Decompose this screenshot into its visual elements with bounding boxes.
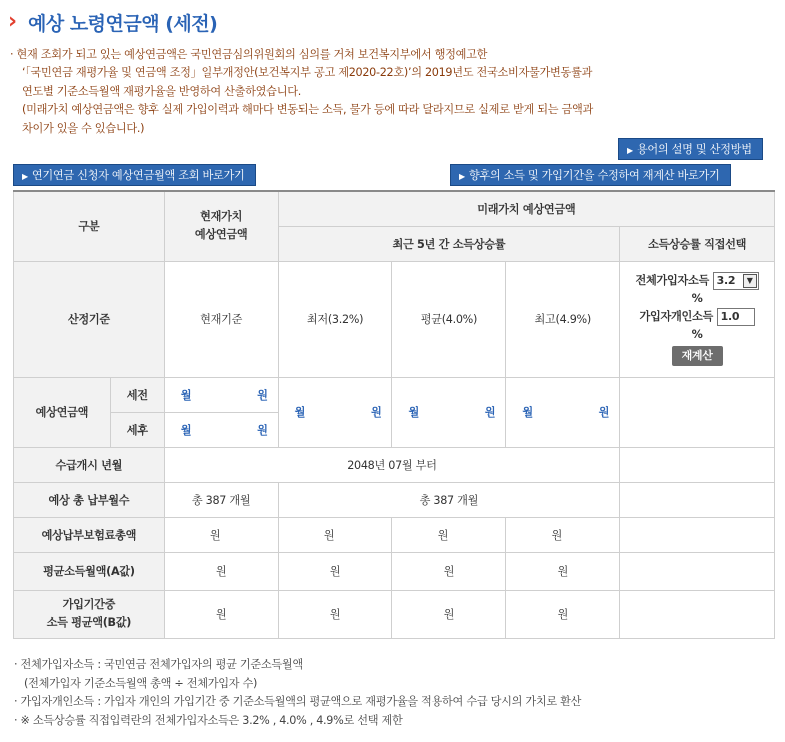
percent-label: % (691, 292, 703, 305)
indiv-income-input[interactable]: 1.0 (717, 308, 755, 326)
a-high: 원 (506, 552, 620, 590)
after-tax-label: 세후 (110, 412, 164, 447)
direct-value (620, 377, 775, 447)
pre-tax-label: 세전 (110, 377, 164, 412)
percent-label: % (691, 328, 703, 341)
basis-avg: 평균(4.0%) (392, 261, 506, 377)
header-current-value: 현재가치 예상연금액 (164, 191, 278, 261)
pension-label: 예상연금액 (14, 377, 111, 447)
page-title: 예상 노령연금액 (세전) (28, 12, 218, 35)
notice-line: 연도별 기준소득월액 재평가율을 반영하여 산출하였습니다. (22, 84, 301, 98)
premium-high: 원 (506, 517, 620, 552)
avg-value: 월 원 (392, 377, 506, 447)
footnotes (14, 656, 779, 730)
notice-line: ‘「국민연금 재평가율 및 연금액 조정」일부개정안(보건복지부 공고 제2020-22호)’의 2019년도 전국소비자물가변동률과 (22, 66, 593, 80)
months-current: 총 387 개월 (164, 482, 278, 517)
b-high: 원 (506, 590, 620, 638)
high-value: 월 원 (506, 377, 620, 447)
delay-pension-button[interactable]: ▶ 연기연금 신청자 예상연금월액 조회 바로가기 (13, 164, 256, 186)
header-gubun: 구분 (14, 191, 165, 261)
notice-line: 차이가 있을 수 있습니다.) (22, 121, 145, 135)
b-avg: 원 (392, 590, 506, 638)
start-label: 수급개시 년월 (14, 447, 165, 482)
b-value-label: 가입기간중 소득 평균액(B값) (14, 590, 165, 638)
all-income-label: 전체가입자소득 (635, 274, 710, 287)
indiv-income-label: 가입자개인소득 (639, 310, 714, 323)
triangle-right-icon: ▶ (627, 146, 633, 155)
all-income-select[interactable]: 3.2 ▼ (713, 272, 759, 290)
premium-avg: 원 (392, 517, 506, 552)
a-avg: 원 (392, 552, 506, 590)
premium-low: 원 (278, 517, 392, 552)
footnote-line: · 전체가입자소득 : 국민연금 전체가입자의 평균 기준소득월액 (14, 658, 303, 671)
basis-current: 현재기준 (164, 261, 278, 377)
basis-low: 최저(3.2%) (278, 261, 392, 377)
header-direct-select: 소득상승률 직접선택 (620, 226, 775, 261)
notice-line: · 현재 조회가 되고 있는 예상연금액은 국민연금심의위원회의 심의를 거쳐 보건복지부에서 행정예고한 (10, 48, 488, 61)
footnote-line: · ※ 소득상승률 직접입력란의 전체가입자소득은 3.2% , 4.0% , 4.9%로 선택 제한 (14, 713, 403, 727)
triangle-right-icon: ▶ (459, 172, 465, 181)
basis-high: 최고(4.9%) (506, 261, 620, 377)
direct-select-cell (620, 261, 775, 377)
a-value-label: 평균소득월액(A값) (14, 552, 165, 590)
footnote-line: (전체가입자 기준소득월액 총액 ÷ 전체가입자 수) (24, 676, 258, 690)
header-recent-5yr: 최근 5년 간 소득상승률 (278, 226, 620, 261)
premium-label: 예상납부보험료총액 (14, 517, 165, 552)
footnote-line: · 가입자개인소득 : 가입자 개인의 가입기간 중 기준소득월액의 평균액으로 재평가율을 적용하여 수급 당시의 가치로 환산 (14, 695, 582, 708)
a-low: 원 (278, 552, 392, 590)
pension-table (13, 190, 775, 639)
start-value: 2048년 07월 부터 (164, 447, 619, 482)
basis-label: 산정기준 (14, 261, 165, 377)
premium-current: 원 (164, 517, 278, 552)
chevron-right-icon: › (8, 9, 18, 34)
b-low: 원 (278, 590, 392, 638)
chevron-down-icon: ▼ (743, 274, 757, 288)
notice-line: (미래가치 예상연금액은 향후 실제 가입이력과 해마다 변동되는 소득, 물가 등에 따라 달라지므로 실제로 받게 되는 금액과 (22, 103, 594, 117)
months-label: 예상 총 납부월수 (14, 482, 165, 517)
header-future-value: 미래가치 예상연금액 (278, 191, 774, 226)
recalc-button[interactable]: 재계산 (672, 346, 723, 366)
page-title-row (8, 8, 217, 36)
current-pretax-value: 월 원 (164, 377, 278, 412)
terms-button[interactable]: ▶ 용어의 설명 및 산정방법 (618, 138, 763, 160)
a-current: 원 (164, 552, 278, 590)
triangle-right-icon: ▶ (22, 172, 28, 181)
current-aftertax-value: 월 원 (164, 412, 278, 447)
b-current: 원 (164, 590, 278, 638)
low-value: 월 원 (278, 377, 392, 447)
months-future: 총 387 개월 (278, 482, 620, 517)
recalc-link-button[interactable]: ▶ 향후의 소득 및 가입기간을 수정하여 재계산 바로가기 (450, 164, 731, 186)
notice-box (10, 46, 770, 138)
